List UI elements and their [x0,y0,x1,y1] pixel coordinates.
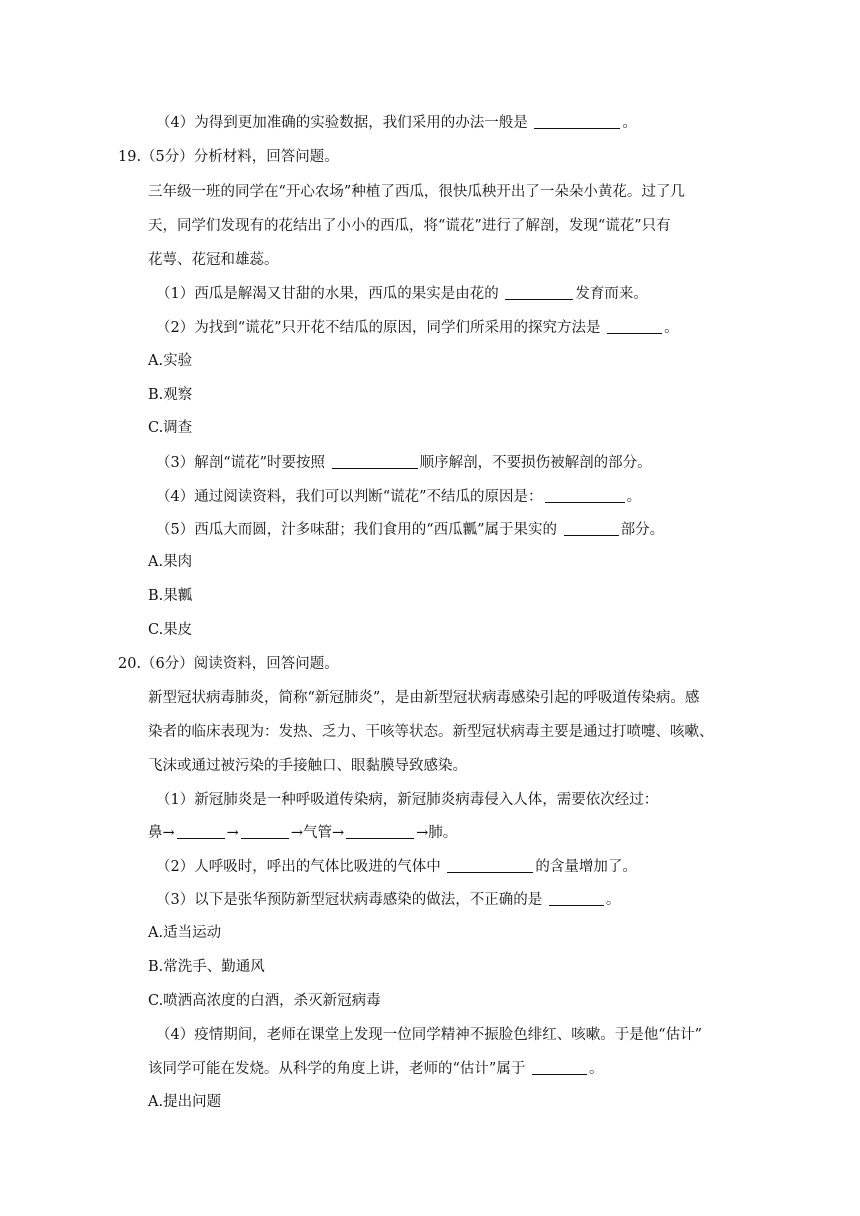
option-b[interactable]: B.果瓤 [148,588,193,604]
q19-material-line-1: 三年级一班的同学在“开心农场”种植了西瓜，很快瓜秧开出了一朵朵小黄花。过了几 [148,184,685,200]
q19-material-line-3: 花萼、花冠和雄蕊。 [148,252,279,268]
answer-blank[interactable] [607,319,662,334]
q20-part4-line-2: 该同学可能在发烧。从科学的角度上讲，老师的“估计”属于 。 [148,1061,604,1077]
option-b[interactable]: B.观察 [148,387,193,403]
option-c[interactable]: C.果皮 [148,622,193,638]
q20-header: 20.（6分）阅读资料，回答问题。 [118,656,339,672]
option-a[interactable]: A.果肉 [148,554,193,570]
answer-blank[interactable] [532,1060,587,1075]
q20-material-line-3: 飞沫或通过被污染的手接触口、眼黏膜导致感染。 [148,758,467,774]
answer-blank[interactable] [447,858,533,873]
answer-blank[interactable] [505,285,573,300]
q19-part1: （1）西瓜是解渴又甘甜的水果，西瓜的果实是由花的 发育而来。 [156,286,648,302]
option-a[interactable]: A.提出问题 [148,1094,222,1110]
q19-part3: （3）解剖“谎花”时要按照 顺序解剖，不要损伤被解剖的部分。 [156,455,652,471]
answer-blank[interactable] [545,488,625,503]
q19-header: 19.（5分）分析材料，回答问题。 [118,149,339,165]
option-c[interactable]: C.调查 [148,420,193,436]
q20-material-line-2: 染者的临床表现为：发热、乏力、干咳等状态。新型冠状病毒主要是通过打喷嚏、咳嗽、 [148,724,714,740]
q18-part4: （4）为得到更加准确的实验数据，我们采用的办法一般是 。 [156,115,637,131]
option-c[interactable]: C.喷洒高浓度的白酒，杀灭新冠病毒 [148,993,381,1009]
q20-part2: （2）人呼吸时，呼出的气体比吸进的气体中 的含量增加了。 [156,859,637,875]
option-a[interactable]: A.适当运动 [148,925,222,941]
answer-blank[interactable] [241,824,289,839]
q20-material-line-1: 新型冠状病毒肺炎，简称“新冠肺炎”，是由新型冠状病毒感染引起的呼吸道传染病。感 [148,690,700,706]
answer-blank[interactable] [177,824,225,839]
respiratory-path: 鼻→ → →气管→ →肺。 [148,825,458,841]
answer-blank[interactable] [534,114,620,129]
q19-part5: （5）西瓜大而圆，汁多味甜；我们食用的“西瓜瓤”属于果实的 部分。 [156,522,665,538]
q19-part4: （4）通过阅读资料，我们可以判断“谎花”不结瓜的原因是： 。 [156,489,642,505]
answer-blank[interactable] [564,521,619,536]
q20-part4-line-1: （4）疫情期间，老师在课堂上发现一位同学精神不振脸色绯红、咳嗽。于是他“估计” [156,1027,703,1043]
option-b[interactable]: B.常洗手、勤通风 [148,959,265,975]
answer-blank[interactable] [332,454,418,469]
q20-part3: （3）以下是张华预防新型冠状病毒感染的做法，不正确的是 。 [156,892,621,908]
answer-blank[interactable] [346,824,414,839]
answer-blank[interactable] [549,891,604,906]
q20-part1: （1）新冠肺炎是一种呼吸道传染病，新冠肺炎病毒侵入人体，需要依次经过： [156,792,659,808]
q19-part2: （2）为找到“谎花”只开花不结瓜的原因，同学们所采用的探究方法是 。 [156,320,679,336]
option-a[interactable]: A.实验 [148,353,193,369]
q19-material-line-2: 天，同学们发现有的花结出了小小的西瓜，将“谎花”进行了解剖，发现“谎花”只有 [148,218,671,234]
